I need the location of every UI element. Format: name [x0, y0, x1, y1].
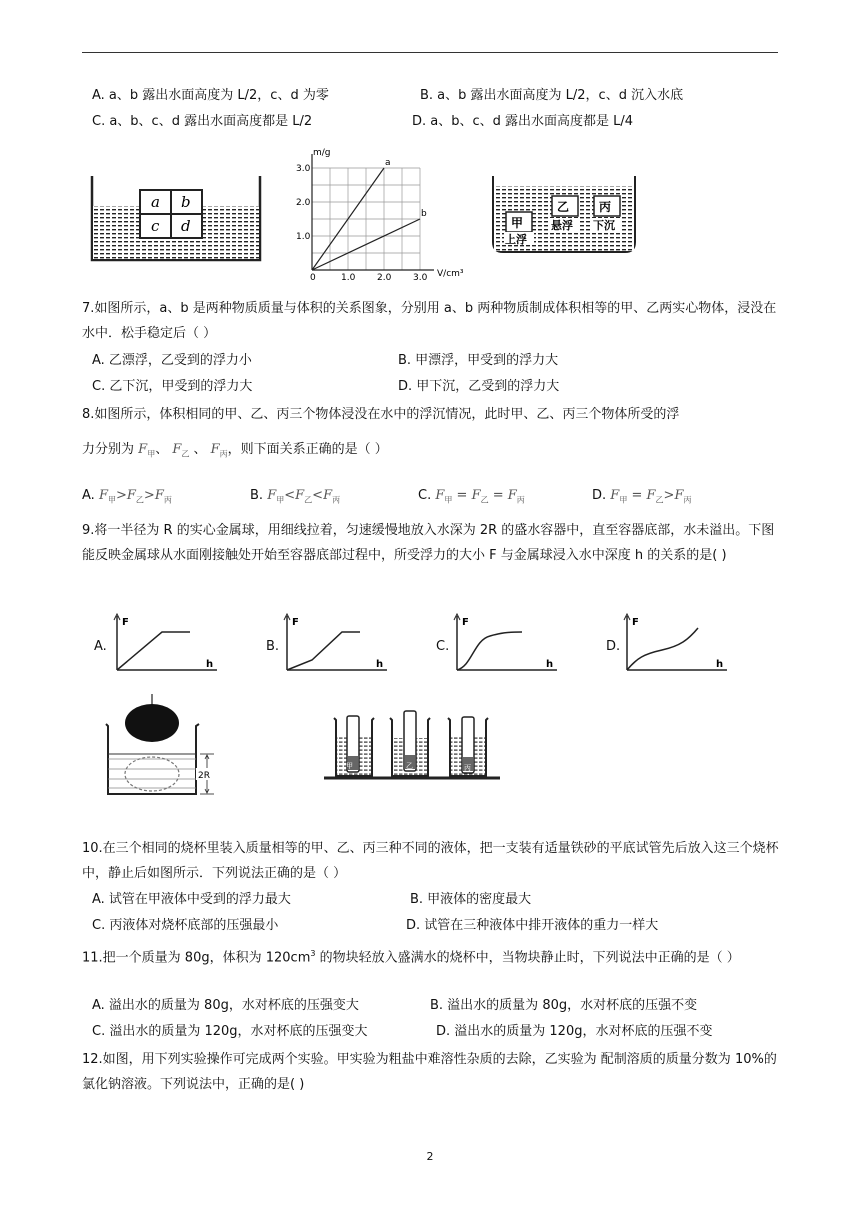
q9-d-axis-h: h [716, 659, 724, 670]
beaker-jia-label: 甲 [346, 762, 353, 770]
q9-option-b-label: B. [266, 639, 280, 654]
q9-stem: 9.将一半径为 R 的实心金属球，用细线拉着，匀速缓慢地放入水深为 2R 的盛水容器中，直至容器底部，水未溢出。下图能反映金属球从水面刚接触处开始至容器底部过程中，所受浮力的大小 F 与金属球浸入水中深度 h 的关系的是( ) [82, 523, 775, 563]
x-tick-label: 2.0 [377, 273, 392, 283]
q9-b-axis-h: h [376, 659, 384, 670]
series-label-b: b [421, 209, 427, 219]
q8-option-c: C. $F_甲 = F_乙 = F_丙$ [418, 488, 525, 505]
beaker-jia [334, 716, 374, 776]
q11-option-d: D. 溢出水的质量为 120g，水对杯底的压强不变 [436, 1024, 713, 1039]
q10-option-d: D. 试管在三种液体中排开液体的重力一样大 [406, 918, 659, 933]
f-jia-symbol: $F_甲$ [138, 442, 156, 459]
block-b-label: b [181, 193, 191, 211]
q11-option-c: C. 溢出水的质量为 120g，水对杯底的压强变大 [92, 1024, 368, 1039]
q7-option-a: A. 乙漂浮，乙受到的浮力小 [92, 353, 252, 368]
header-rule [82, 52, 778, 53]
test-tubes-figure [324, 708, 500, 780]
series-label-a: a [385, 158, 391, 168]
q9-option-a-label: A. [94, 639, 107, 654]
q7-option-b: B. 甲漂浮，甲受到的浮力大 [398, 353, 559, 368]
q9-c-axis-h: h [546, 659, 554, 670]
block-a-label: a [151, 193, 160, 211]
f-yi-symbol: $F_乙$ [172, 442, 190, 459]
q10-option-b: B. 甲液体的密度最大 [410, 892, 532, 907]
q9-graph-b [282, 614, 392, 676]
q9-graph-a [112, 614, 222, 676]
q10-stem: 10.在三个相同的烧杯里装入质量相等的甲、乙、丙三种不同的液体，把一支装有适量铁砂的平底试管先后放入这三个烧杯中，静止后如图所示．下列说法正确的是（ ） [82, 841, 779, 881]
y-tick-label: 1.0 [296, 232, 311, 242]
q9-graph-d [622, 614, 732, 676]
beaker-yi [390, 711, 430, 776]
x-tick-label: 3.0 [413, 273, 428, 283]
q9-option-c-label: C. [436, 639, 450, 654]
x-tick-label: 1.0 [341, 273, 356, 283]
beaker-bing [448, 717, 488, 776]
block-d-label: d [181, 217, 191, 235]
q11-option-a: A. 溢出水的质量为 80g，水对杯底的压强变大 [92, 998, 359, 1013]
obj-bing-state: 下沉 [593, 219, 615, 232]
obj-yi-state: 悬浮 [551, 219, 573, 232]
obj-yi-label: 乙 [557, 200, 570, 214]
q10-option-c: C. 丙液体对烧杯底部的压强最小 [92, 918, 279, 933]
q6-option-d: D. a、b、c、d 露出水面高度都是 L/4 [412, 114, 634, 129]
q11-option-b: B. 溢出水的质量为 80g，水对杯底的压强不变 [430, 998, 698, 1013]
q9-option-d-label: D. [606, 639, 621, 654]
depth-2r-label: 2R [198, 771, 210, 781]
chart-grid [312, 154, 434, 270]
q9-d-axis-f: F [632, 617, 639, 628]
three-objects-tank-figure [490, 172, 640, 260]
q8-stem-line1: 8.如图所示，体积相同的甲、乙、丙三个物体浸没在水中的浮沉情况，此时甲、乙、丙三个物体所受的浮 [82, 407, 680, 422]
q7-option-d: D. 甲下沉，乙受到的浮力大 [398, 379, 560, 394]
chart-x-label: V/cm³ [437, 269, 464, 279]
q6-option-c: C. a、b、c、d 露出水面高度都是 L/2 [92, 114, 313, 129]
q6-option-a: A. a、b 露出水面高度为 L/2，c、d 为零 [92, 88, 329, 103]
q9-c-axis-f: F [462, 617, 469, 628]
obj-jia-label: 甲 [511, 216, 524, 230]
x-tick-label: 0 [310, 273, 316, 283]
q7-stem: 7.如图所示，a、b 是两种物质质量与体积的关系图象，分别用 a、b 两种物质制成体积相等的甲、乙两实心物体，浸没在水中．松手稳定后（ ） [82, 301, 777, 341]
q9-graph-c [452, 614, 562, 676]
block-c-label: c [151, 217, 160, 235]
q9-a-axis-f: F [122, 617, 129, 628]
q9-b-axis-f: F [292, 617, 299, 628]
y-tick-label: 2.0 [296, 198, 311, 208]
obj-bing-label: 丙 [599, 200, 612, 214]
ball-container-figure [102, 694, 242, 800]
f-bing-symbol: $F_丙$ [210, 442, 228, 459]
chart-y-label: m/g [313, 148, 331, 158]
mass-volume-chart [292, 146, 464, 283]
page-number: 2 [426, 1150, 434, 1163]
obj-jia-state: 上浮 [505, 233, 527, 246]
beaker-bing-label: 丙 [464, 764, 471, 772]
q6-option-b: B. a、b 露出水面高度为 L/2，c、d 沉入水底 [420, 88, 684, 103]
q8-option-a: A. $F_甲>F_乙>F_丙$ [82, 488, 172, 505]
q7-option-c: C. 乙下沉，甲受到的浮力大 [92, 379, 253, 394]
q8-option-b: B. $F_甲<F_乙<F_丙$ [250, 488, 341, 505]
beaker-yi-label: 乙 [406, 762, 413, 770]
q8-stem-line2: 力分别为 $F_甲$、 $F_乙$ 、 $F_丙$，则下面关系正确的是（ ） [82, 442, 388, 459]
q11-stem: 11.把一个质量为 80g，体积为 $120cm^3$ 的物块轻放入盛满水的烧杯中，当物块静止时，下列说法中正确的是（ ） [82, 949, 740, 966]
q12-stem: 12.如图，用下列实验操作可完成两个实验。甲实验为粗盐中难溶性杂质的去除，乙实验为 配制溶质的质量分数为 10%的氯化钠溶液。下列说法中，正确的是( ) [82, 1052, 777, 1092]
y-tick-label: 3.0 [296, 164, 311, 174]
q10-option-a: A. 试管在甲液体中受到的浮力最大 [92, 892, 291, 907]
blocks-in-water-figure [88, 168, 268, 268]
q9-a-axis-h: h [206, 659, 214, 670]
q8-option-d: D. $F_甲 = F_乙>F_丙$ [592, 488, 692, 505]
